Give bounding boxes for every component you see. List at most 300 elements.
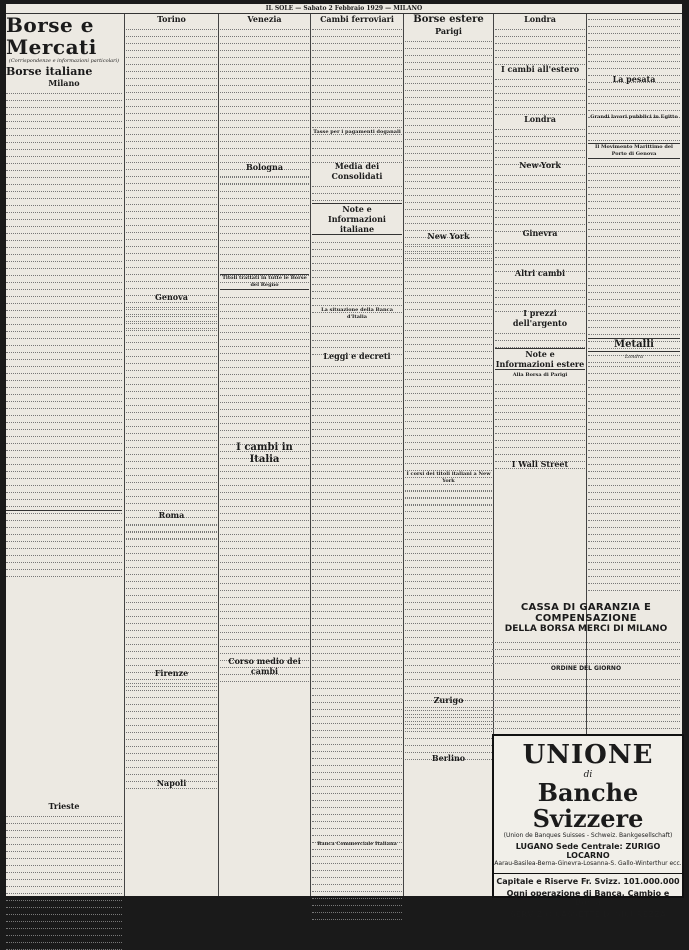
heading: Firenze bbox=[154, 668, 189, 678]
text-line bbox=[312, 181, 402, 187]
text-line bbox=[6, 923, 122, 929]
text-line bbox=[6, 839, 122, 845]
text-line bbox=[588, 424, 680, 430]
text-line bbox=[405, 218, 492, 224]
text-line bbox=[405, 85, 492, 91]
text-line bbox=[6, 508, 122, 514]
text-line bbox=[312, 94, 402, 100]
text-line bbox=[6, 200, 122, 206]
text-line bbox=[312, 501, 402, 507]
text-line bbox=[588, 287, 680, 293]
text-line bbox=[312, 711, 402, 717]
text-line bbox=[405, 604, 492, 610]
text-line bbox=[312, 662, 402, 668]
text-line bbox=[126, 463, 217, 469]
text-line bbox=[312, 143, 402, 149]
text-line bbox=[220, 306, 309, 312]
ad-services: Ogni operazione di Banca, Cambio e Borsa bbox=[506, 889, 670, 907]
text-line bbox=[6, 319, 122, 325]
text-line bbox=[312, 704, 402, 710]
text-line bbox=[6, 557, 122, 563]
text-line bbox=[312, 150, 402, 156]
text-line bbox=[312, 795, 402, 801]
text-line bbox=[6, 207, 122, 213]
text-line bbox=[6, 438, 122, 444]
text-line bbox=[6, 172, 122, 178]
text-line bbox=[126, 576, 217, 582]
cassa-notice bbox=[492, 602, 680, 741]
text-line bbox=[6, 88, 122, 94]
text-line bbox=[126, 498, 217, 504]
text-line bbox=[405, 339, 492, 345]
ad-title: UNIONE bbox=[522, 740, 654, 770]
text-line bbox=[6, 298, 122, 304]
text-line bbox=[405, 353, 492, 359]
text-line bbox=[312, 52, 402, 58]
text-line bbox=[126, 435, 217, 441]
text-line bbox=[405, 71, 492, 77]
text-line bbox=[6, 818, 122, 824]
running-head: IL SOLE — Sabato 2 Febbraio 1929 — MILANO bbox=[6, 4, 682, 14]
text-line bbox=[312, 487, 402, 493]
text-line bbox=[6, 811, 122, 817]
text-line bbox=[312, 879, 402, 885]
text-line bbox=[6, 846, 122, 852]
text-line bbox=[220, 473, 309, 479]
notice-subtitle: DELLA BORSA MERCI DI MILANO bbox=[504, 624, 668, 634]
text-line bbox=[6, 109, 122, 115]
text-line bbox=[312, 543, 402, 549]
text-line bbox=[405, 148, 492, 154]
text-line bbox=[312, 536, 402, 542]
text-line bbox=[312, 739, 402, 745]
text-line bbox=[312, 279, 402, 285]
text-line bbox=[312, 410, 402, 416]
heading: Londra bbox=[524, 14, 556, 24]
text-line bbox=[405, 276, 492, 282]
text-block bbox=[588, 84, 680, 114]
text-line bbox=[126, 157, 217, 163]
text-line bbox=[405, 141, 492, 147]
text-line bbox=[492, 681, 680, 687]
text-line bbox=[126, 414, 217, 420]
price-table bbox=[220, 466, 309, 656]
text-line bbox=[6, 158, 122, 164]
text-line bbox=[405, 444, 492, 450]
text-line bbox=[6, 221, 122, 227]
price-table bbox=[405, 485, 492, 695]
text-line bbox=[6, 151, 122, 157]
text-line bbox=[405, 541, 492, 547]
text-line bbox=[312, 585, 402, 591]
text-line bbox=[126, 206, 217, 212]
ad-di: di bbox=[583, 770, 593, 780]
text-line bbox=[405, 632, 492, 638]
text-line bbox=[312, 244, 402, 250]
text-line bbox=[588, 459, 680, 465]
text-line bbox=[220, 480, 309, 486]
price-table bbox=[126, 678, 217, 778]
text-line bbox=[588, 273, 680, 279]
heading: Tasse per i pagamenti doganali bbox=[313, 129, 401, 135]
text-line bbox=[588, 280, 680, 286]
heading: Note e Informazioni italiane bbox=[312, 203, 402, 235]
text-line bbox=[492, 658, 680, 664]
text-line bbox=[312, 907, 402, 913]
text-line bbox=[126, 741, 217, 747]
price-table bbox=[126, 302, 217, 510]
text-line bbox=[126, 562, 217, 568]
text-line bbox=[220, 564, 309, 570]
text-line bbox=[220, 529, 309, 535]
text-line bbox=[126, 255, 217, 261]
text-line bbox=[6, 459, 122, 465]
text-line bbox=[312, 648, 402, 654]
text-line bbox=[220, 228, 309, 234]
text-line bbox=[126, 87, 217, 93]
text-line bbox=[588, 417, 680, 423]
heading: Borse italiane bbox=[6, 65, 93, 78]
price-table bbox=[405, 241, 492, 471]
text-line bbox=[220, 31, 309, 37]
text-line bbox=[220, 87, 309, 93]
text-line bbox=[6, 144, 122, 150]
text-line bbox=[126, 330, 217, 336]
section-title: Borse e Mercati bbox=[6, 13, 97, 59]
text-line bbox=[312, 452, 402, 458]
text-line bbox=[126, 527, 217, 533]
text-line bbox=[588, 231, 680, 237]
column-rule bbox=[124, 14, 125, 896]
text-block bbox=[312, 321, 402, 351]
text-block bbox=[6, 88, 122, 508]
text-line bbox=[405, 346, 492, 352]
text-line bbox=[495, 335, 585, 341]
text-line bbox=[405, 190, 492, 196]
text-line bbox=[405, 162, 492, 168]
text-line bbox=[588, 515, 680, 521]
text-line bbox=[405, 562, 492, 568]
text-line bbox=[220, 376, 309, 382]
text-line bbox=[126, 302, 217, 308]
text-line bbox=[126, 477, 217, 483]
text-line bbox=[6, 536, 122, 542]
text-line bbox=[126, 316, 217, 322]
text-line bbox=[220, 501, 309, 507]
text-line bbox=[405, 262, 492, 268]
text-line bbox=[495, 386, 585, 392]
text-line bbox=[220, 348, 309, 354]
text-line bbox=[6, 853, 122, 859]
text-line bbox=[6, 382, 122, 388]
text-line bbox=[126, 639, 217, 645]
text-line bbox=[312, 24, 402, 30]
text-line bbox=[220, 334, 309, 340]
text-line bbox=[126, 769, 217, 775]
text-line bbox=[405, 667, 492, 673]
text-line bbox=[220, 200, 309, 206]
text-line bbox=[588, 189, 680, 195]
text-line bbox=[312, 38, 402, 44]
text-line bbox=[495, 24, 585, 30]
text-line bbox=[6, 389, 122, 395]
text-line bbox=[6, 529, 122, 535]
text-line bbox=[405, 311, 492, 317]
text-line bbox=[312, 286, 402, 292]
text-line bbox=[220, 522, 309, 528]
text-line bbox=[588, 203, 680, 209]
text-line bbox=[126, 534, 217, 540]
text-line bbox=[312, 718, 402, 724]
text-line bbox=[312, 886, 402, 892]
text-line bbox=[405, 78, 492, 84]
text-line bbox=[312, 571, 402, 577]
price-table bbox=[495, 238, 585, 268]
text-line bbox=[6, 944, 122, 950]
text-line bbox=[126, 129, 217, 135]
text-line bbox=[312, 746, 402, 752]
text-line bbox=[220, 599, 309, 605]
text-line bbox=[312, 914, 402, 920]
text-line bbox=[588, 585, 680, 591]
text-line bbox=[312, 550, 402, 556]
text-line bbox=[495, 449, 585, 455]
heading: Titoli trattati in tutte le Borse del Regno bbox=[220, 274, 309, 290]
text-line bbox=[588, 121, 680, 127]
heading: Napoli bbox=[156, 778, 187, 788]
text-line bbox=[126, 73, 217, 79]
text-line bbox=[126, 122, 217, 128]
text-line bbox=[220, 397, 309, 403]
text-line bbox=[220, 249, 309, 255]
text-line bbox=[495, 393, 585, 399]
text-line bbox=[312, 431, 402, 437]
text-line bbox=[405, 705, 492, 711]
text-line bbox=[405, 332, 492, 338]
text-line bbox=[495, 421, 585, 427]
text-line bbox=[220, 263, 309, 269]
text-line bbox=[126, 400, 217, 406]
newspaper-page bbox=[6, 4, 682, 919]
text-line bbox=[588, 431, 680, 437]
text-line bbox=[312, 300, 402, 306]
text-line bbox=[588, 315, 680, 321]
text-line bbox=[220, 122, 309, 128]
text-line bbox=[312, 321, 402, 327]
price-table bbox=[220, 172, 309, 272]
text-line bbox=[6, 501, 122, 507]
text-line bbox=[312, 522, 402, 528]
text-line bbox=[312, 251, 402, 257]
text-line bbox=[312, 641, 402, 647]
text-line bbox=[492, 709, 680, 715]
text-line bbox=[588, 557, 680, 563]
text-line bbox=[588, 224, 680, 230]
text-line bbox=[126, 59, 217, 65]
text-line bbox=[312, 188, 402, 194]
text-line bbox=[405, 169, 492, 175]
text-line bbox=[588, 494, 680, 500]
text-line bbox=[220, 221, 309, 227]
heading: Note e Informazioni estere bbox=[495, 349, 585, 369]
heading: I corsi dei titoli italiani a New York bbox=[406, 471, 491, 484]
text-line bbox=[126, 755, 217, 761]
text-line bbox=[495, 435, 585, 441]
text-line bbox=[588, 564, 680, 570]
text-line bbox=[126, 323, 217, 329]
text-line bbox=[588, 361, 680, 367]
text-line bbox=[405, 618, 492, 624]
text-line bbox=[588, 252, 680, 258]
text-line bbox=[312, 136, 402, 142]
text-line bbox=[220, 235, 309, 241]
text-line bbox=[588, 322, 680, 328]
text-line bbox=[405, 430, 492, 436]
text-line bbox=[312, 473, 402, 479]
text-line bbox=[492, 702, 680, 708]
text-line bbox=[220, 136, 309, 142]
text-line bbox=[220, 150, 309, 156]
text-line bbox=[126, 555, 217, 561]
text-line bbox=[405, 726, 492, 732]
text-line bbox=[588, 28, 680, 34]
text-line bbox=[126, 692, 217, 698]
heading: Trieste bbox=[48, 801, 80, 811]
text-line bbox=[312, 900, 402, 906]
text-line bbox=[588, 196, 680, 202]
text-line bbox=[312, 858, 402, 864]
text-line bbox=[312, 195, 402, 201]
text-line bbox=[6, 291, 122, 297]
text-line bbox=[312, 87, 402, 93]
text-line bbox=[405, 127, 492, 133]
column-5 bbox=[405, 14, 492, 896]
text-line bbox=[405, 176, 492, 182]
text-line bbox=[312, 417, 402, 423]
heading: Milano bbox=[48, 78, 80, 88]
text-line bbox=[220, 179, 309, 185]
text-line bbox=[220, 115, 309, 121]
column-7 bbox=[588, 14, 680, 596]
text-line bbox=[126, 520, 217, 526]
text-line bbox=[126, 678, 217, 684]
text-line bbox=[405, 688, 492, 694]
text-line bbox=[6, 137, 122, 143]
text-line bbox=[588, 161, 680, 167]
text-line bbox=[220, 411, 309, 417]
text-line bbox=[405, 395, 492, 401]
text-line bbox=[405, 318, 492, 324]
heading: Parigi bbox=[435, 26, 462, 36]
heading: Ginevra bbox=[522, 228, 558, 238]
text-line bbox=[6, 410, 122, 416]
heading: I Wall Street bbox=[511, 459, 569, 469]
text-line bbox=[405, 712, 492, 718]
text-line bbox=[405, 64, 492, 70]
text-line bbox=[405, 597, 492, 603]
text-line bbox=[588, 175, 680, 181]
text-line bbox=[495, 328, 585, 334]
text-line bbox=[6, 424, 122, 430]
text-line bbox=[6, 417, 122, 423]
text-line bbox=[312, 788, 402, 794]
text-line bbox=[6, 375, 122, 381]
text-line bbox=[588, 245, 680, 251]
text-line bbox=[220, 52, 309, 58]
text-line bbox=[405, 733, 492, 739]
text-line bbox=[588, 49, 680, 55]
text-line bbox=[495, 407, 585, 413]
text-line bbox=[588, 182, 680, 188]
text-line bbox=[405, 297, 492, 303]
text-line bbox=[405, 388, 492, 394]
text-line bbox=[495, 95, 585, 101]
text-line bbox=[126, 541, 217, 547]
text-line bbox=[220, 494, 309, 500]
column-rule bbox=[218, 14, 219, 896]
price-table bbox=[588, 361, 680, 561]
text-line bbox=[588, 578, 680, 584]
text-line bbox=[405, 57, 492, 63]
text-line bbox=[405, 653, 492, 659]
text-line bbox=[588, 508, 680, 514]
notice-title: CASSA DI GARANZIA E COMPENSAZIONE bbox=[520, 602, 652, 624]
text-block bbox=[312, 181, 402, 201]
text-line bbox=[495, 205, 585, 211]
text-line bbox=[126, 38, 217, 44]
price-table bbox=[495, 170, 585, 228]
text-line bbox=[495, 292, 585, 298]
text-line bbox=[126, 632, 217, 638]
text-line bbox=[492, 644, 680, 650]
text-line bbox=[588, 210, 680, 216]
text-line bbox=[588, 238, 680, 244]
text-line bbox=[405, 197, 492, 203]
text-line bbox=[126, 269, 217, 275]
text-line bbox=[126, 456, 217, 462]
text-line bbox=[220, 59, 309, 65]
text-line bbox=[126, 241, 217, 247]
heading: Leggi e decreti bbox=[323, 351, 391, 361]
text-line bbox=[6, 95, 122, 101]
text-line bbox=[495, 81, 585, 87]
heading: Londra bbox=[524, 114, 556, 124]
heading: Borse estere bbox=[413, 14, 484, 25]
text-line bbox=[405, 416, 492, 422]
text-line bbox=[220, 620, 309, 626]
text-line bbox=[312, 781, 402, 787]
text-line bbox=[312, 613, 402, 619]
ad-bank-name: Banche Svizzere bbox=[532, 778, 644, 833]
text-line bbox=[126, 484, 217, 490]
text-line bbox=[6, 445, 122, 451]
text-line bbox=[405, 43, 492, 49]
text-line bbox=[405, 304, 492, 310]
text-line bbox=[312, 655, 402, 661]
text-line bbox=[405, 283, 492, 289]
text-line bbox=[405, 740, 492, 746]
text-line bbox=[6, 361, 122, 367]
notice-heading: ORDINE DEL GIORNO bbox=[550, 665, 622, 672]
text-line bbox=[312, 564, 402, 570]
text-line bbox=[495, 428, 585, 434]
text-line bbox=[312, 578, 402, 584]
text-line bbox=[220, 466, 309, 472]
text-line bbox=[6, 895, 122, 901]
text-line bbox=[126, 372, 217, 378]
text-line bbox=[588, 410, 680, 416]
text-line bbox=[6, 263, 122, 269]
